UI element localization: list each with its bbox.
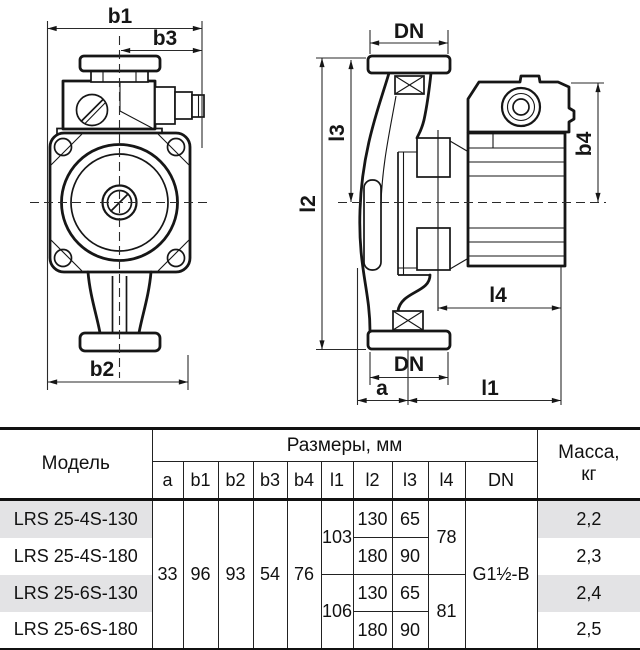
cell-l3: 65 — [392, 575, 428, 612]
dim-label-dn-bottom: DN — [393, 353, 425, 376]
cell-l2: 130 — [353, 500, 392, 538]
cell-l2: 180 — [353, 612, 392, 650]
cell-l2: 130 — [353, 575, 392, 612]
cell-l1: 103 — [321, 500, 353, 575]
gasket-symbol-bottom — [393, 311, 423, 330]
gasket-symbol-top — [395, 76, 424, 94]
cell-a: 33 — [152, 500, 183, 650]
cell-l3: 65 — [392, 500, 428, 538]
dim-label-dn-top: DN — [393, 20, 425, 43]
pump-front-view — [30, 5, 210, 390]
side-bottom-flange — [368, 331, 450, 349]
cell-model: LRS 25-6S-180 — [0, 612, 152, 650]
side-top-flange — [368, 56, 450, 73]
dim-label-l4: l4 — [489, 284, 507, 307]
cell-b4: 76 — [287, 500, 321, 650]
dim-label-l1: l1 — [481, 377, 499, 400]
cell-b2: 93 — [218, 500, 253, 650]
cell-l4: 81 — [428, 575, 465, 650]
column-header-b3: b3 — [253, 462, 287, 500]
dim-label-b1: b1 — [107, 5, 133, 28]
pump-side-view — [297, 20, 606, 405]
cell-dn: G1½-B — [465, 500, 537, 650]
cell-mass: 2,2 — [537, 500, 640, 538]
cell-model: LRS 25-4S-180 — [0, 538, 152, 575]
column-header-dn: DN — [465, 462, 537, 500]
mass-header-line2: кг — [581, 464, 597, 485]
cell-l2: 180 — [353, 538, 392, 575]
cell-model: LRS 25-4S-130 — [0, 500, 152, 538]
cell-l4: 78 — [428, 500, 465, 575]
cable-gland-icon — [502, 88, 540, 126]
dim-label-b2: b2 — [89, 358, 115, 381]
dimension-table — [0, 427, 640, 650]
column-header-l3: l3 — [392, 462, 428, 500]
column-header-a: a — [152, 462, 183, 500]
column-group-sizes: Размеры, мм — [152, 429, 537, 462]
cell-model: LRS 25-6S-130 — [0, 575, 152, 612]
dim-label-b4: b4 — [573, 131, 596, 157]
cell-mass: 2,5 — [537, 612, 640, 650]
column-header-b4: b4 — [287, 462, 321, 500]
column-header-b2: b2 — [218, 462, 253, 500]
cell-mass: 2,3 — [537, 538, 640, 575]
table-header-row — [0, 429, 640, 462]
cell-b1: 96 — [183, 500, 218, 650]
motor-body — [468, 133, 565, 266]
dim-label-b3: b3 — [152, 27, 178, 50]
column-header-b1: b1 — [183, 462, 218, 500]
cell-mass: 2,4 — [537, 575, 640, 612]
column-header-l4: l4 — [428, 462, 465, 500]
table-row — [0, 500, 640, 538]
cell-l3: 90 — [392, 612, 428, 650]
column-header-mass — [537, 429, 640, 500]
cell-l3: 90 — [392, 538, 428, 575]
cell-l1: 106 — [321, 575, 353, 650]
screw-head-icon — [77, 95, 108, 126]
dim-label-a: a — [376, 377, 388, 400]
dim-label-l2: l2 — [297, 195, 320, 213]
column-header-l1: l1 — [321, 462, 353, 500]
cable-gland-connector — [155, 87, 204, 124]
dim-label-l3: l3 — [326, 124, 349, 142]
cell-b3: 54 — [253, 500, 287, 650]
mass-header-line1: Масса, — [558, 442, 620, 464]
column-header-model: Модель — [0, 429, 152, 500]
column-header-l2: l2 — [353, 462, 392, 500]
